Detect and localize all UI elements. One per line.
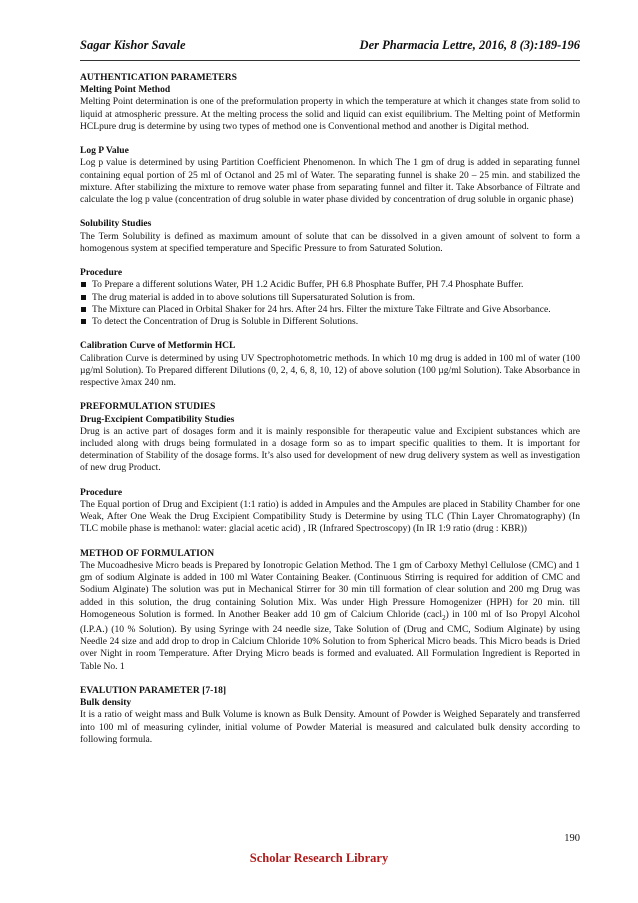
bullet-square-icon [81, 295, 86, 300]
running-header [80, 38, 580, 54]
paragraph: Calibration Curve is determined by using UV Spectrophotometric methods. In which 10 mg drug is added in 100 ml of water (100 µg/ml Solution). To Prepared different Dilutions (0, 2, 4, 6, 8, 10, 12) of above solution (100 µg/ml Solution). Take Absorbance in respective λmax 240 nm. [80, 352, 580, 389]
header-journal: Der Pharmacia Lettre, 2016, 8 (3):189-196 [359, 38, 580, 52]
section-procedure-2 [80, 487, 580, 536]
subsection-heading: Solubility Studies [80, 218, 152, 230]
section-preformulation [80, 401, 580, 474]
header-author: Sagar Kishor Savale [80, 38, 186, 52]
subsection-heading: Melting Point Method [80, 84, 171, 96]
section-procedure-1 [80, 267, 580, 328]
paragraph: Melting Point determination is one of the preformulation property in which the temperature at which it changes state from solid to liquid at atmospheric pressure. At the melting process the solid and liquid can exist equilibrium. The Melting point of Metformin HCLpure drug is determine by using two types of method one is Conventional method and another is Digital method. [80, 96, 580, 132]
paragraph: Log p value is determined by using Partition Coefficient Phenomenon. In which The 1 gm of drug is added in separating funnel containing equal portion of 25 ml of Octanol and 25 ml of Water. The separating funnel is shake 20 – 25 min. and stabilized the mixture. After stabilizing the mixture to remove water phase from separating funnel and filter it. Take Absorbance of Filtrate and calculate the log p value (concentration of drug soluble in water phase divided by concentration of drug soluble in organic phase) [80, 157, 580, 206]
section-heading: EVALUTION PARAMETER [7-18] [80, 684, 227, 696]
footer-publisher: Scholar Research Library [249, 851, 389, 865]
section-calibration [80, 340, 580, 389]
section-heading: PREFORMULATION STUDIES [80, 401, 216, 413]
paragraph: The Mucoadhesive Micro beads is Prepared by Ionotropic Gelation Method. The 1 gm of Carboxy Methyl Cellulose (CMC) and 1 gm of sodium Alginate is added in 100 ml Water Containing Beaker. (Continuous Stirring is required for addition of CMC and Sodium Alginate) The solution was put in Mechanical Stirrer for 30 min till formation of clear solution and 200 mg Drug was added in this solution, the drug containing Solution Mix. Was under High Pressure Homogenizer (HPH) for 20 min. till Homogeneous Solution is formed. In Another Beaker add 10 gm of Calcium Chloride (cacl$_2$) in 100 ml of Iso Propyl Alcohol (I.P.A.) (10 % Solution). By using Syringe with 24 needle size, Take Solution of (Drug and CMC, Sodium Alginate) by using Needle 24 size and add drop to drop in Calcium Chloride 10% Solution to from Spherical Micro beads. This Micro beads is Dried over Night in room Temperature. After Drying Micro beads is formed and evaluated. All Formulation Ingredient is Reported in Table No. 1 [80, 560, 580, 672]
paragraph: It is a ratio of weight mass and Bulk Volume is known as Bulk Density. Amount of Powder is Weighed Separately and transferred into 100 ml of measuring cylinder, initial volume of Powder Material is measured and calculated bulk density according to following formula. [80, 709, 580, 745]
bullet-square-icon [81, 307, 86, 312]
section-solubility [80, 218, 580, 255]
section-logp [80, 145, 580, 206]
subsection-heading: Log P Value [80, 145, 129, 157]
subsection-heading: Bulk density [80, 697, 132, 709]
list-item: The drug material is added in to above solutions till Supersaturated Solution is from. [80, 292, 580, 304]
bullet-square-icon [81, 282, 86, 287]
paragraph: The Equal portion of Drug and Excipient (1:1 ratio) is added in Ampules and the Ampules are placed in Stability Chamber for one Weak, After One Weak the Drug Excipient Compatibility Study is Determine by using TLC (Thin Layer Chromatography) (In TLC mobile phase is methanol: water: glacial acetic acid) , IR (Infrared Spectroscopy) (In IR 1:9 ratio (drug : KBR)) [80, 499, 580, 535]
bullet-square-icon [81, 319, 86, 324]
subsection-heading: Calibration Curve of Metformin HCL [80, 340, 236, 352]
list-item: To Prepare a different solutions Water, PH 1.2 Acidic Buffer, PH 6.8 Phosphate Buffer, PH 7.4 Phosphate Buffer. [80, 279, 580, 291]
section-heading: AUTHENTICATION PARAMETERS [80, 72, 237, 83]
bullet-list [80, 279, 580, 328]
paragraph: The Term Solubility is defined as maximum amount of solute that can be dissolved in a given amount of solvent to form a homogenous system at specified temperature and Specific Pressure to from Saturated Solution. [80, 230, 580, 254]
section-heading: METHOD OF FORMULATION [80, 547, 215, 559]
list-item: To detect the Concentration of Drug is Soluble in Different Solutions. [80, 316, 580, 328]
subsection-heading: Procedure [80, 267, 123, 279]
section-evaluation [80, 685, 580, 746]
section-method-of-formulation [80, 548, 580, 673]
paragraph: Drug is an active part of dosages form and it is mainly responsible for therapeutic value and Excipient substances which are included along with drugs being formulated in a dosage form so as to impart specific qualities to them. It is important for determination of Stability of the dosage forms. It’s also used for development of new drug delivery system as well as investigation of new drug Product. [80, 425, 580, 474]
page-number: 190 [564, 833, 580, 844]
body-text [80, 72, 580, 746]
subscript: 2 [442, 613, 446, 622]
header-rule [80, 60, 580, 61]
section-authentication [80, 72, 580, 133]
subsection-heading: Procedure [80, 486, 123, 498]
subsection-heading: Drug-Excipient Compatibility Studies [80, 413, 235, 425]
list-item: The Mixture can Placed in Orbital Shaker for 24 hrs. After 24 hrs. Filter the mixture Take Filtrate and Give Absorbance. [80, 304, 580, 316]
